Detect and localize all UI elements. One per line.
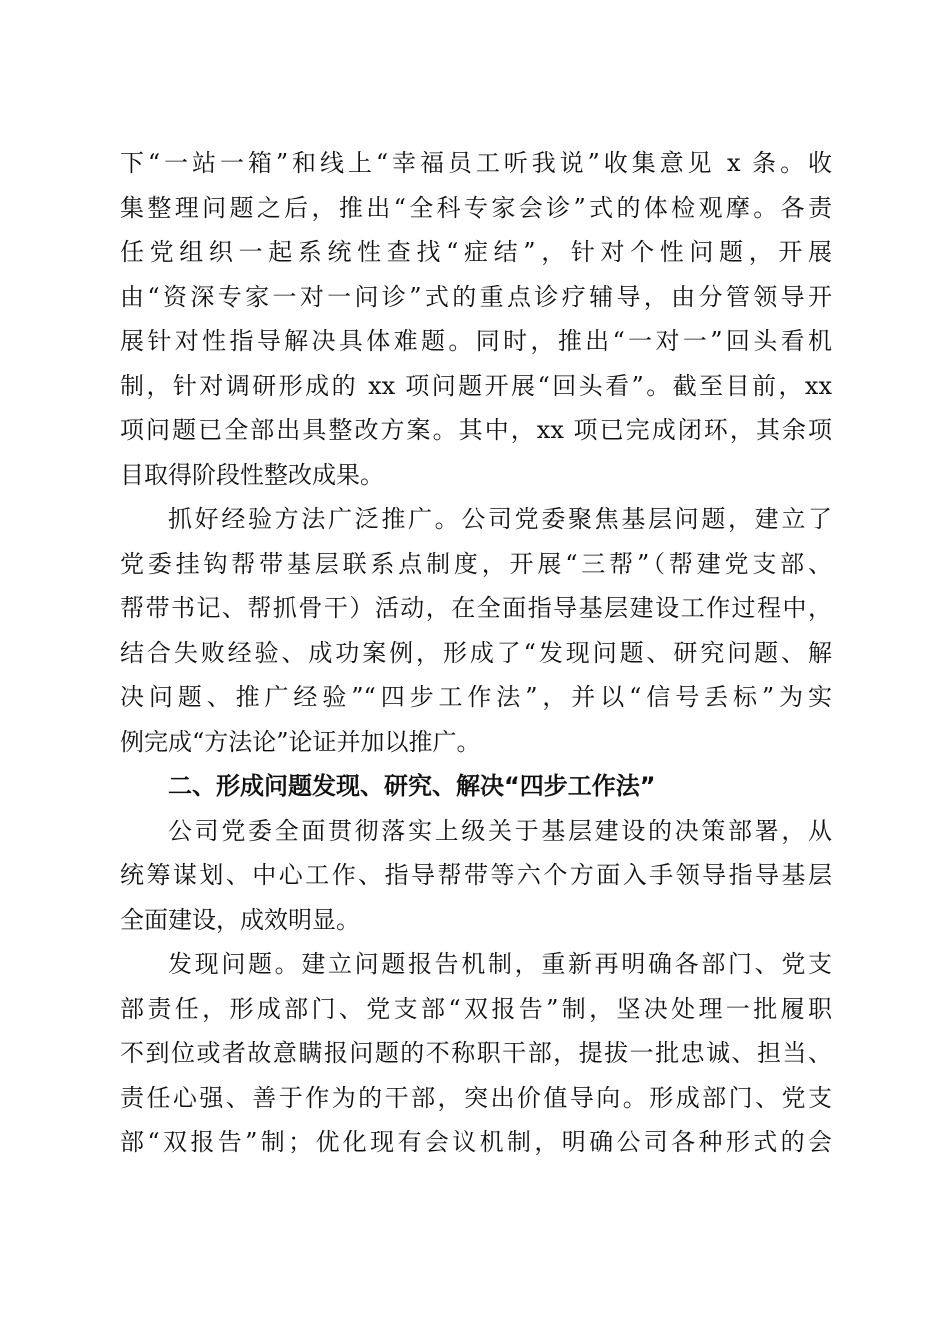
- paragraph-line: 统筹谋划、中心工作、指导帮带等六个方面入手领导指导基层: [120, 861, 832, 889]
- paragraph-line: 帮带书记、帮抓骨干）活动，在全面指导基层建设工作过程中，: [120, 594, 832, 622]
- paragraph-line: 例完成“方法论”论证并加以推广。: [120, 727, 481, 756]
- paragraph-line: 不到位或者故意瞒报问题的不称职干部，提拔一批忠诚、担当、: [120, 1039, 832, 1067]
- paragraph-line: 展针对性指导解决具体难题。同时，推出“一对一”回头看机: [120, 327, 832, 355]
- paragraph-line: 任党组织一起系统性查找“症结”，针对个性问题，开展: [120, 238, 832, 266]
- paragraph-line: 部“双报告”制；优化现有会议机制，明确公司各种形式的会: [120, 1128, 832, 1156]
- paragraph-line: 部责任，形成部门、党支部“双报告”制，坚决处理一批履职: [120, 994, 832, 1023]
- paragraph-line: 项问题已全部出具整改方案。其中，xx 项已完成闭环，其余项: [120, 416, 832, 444]
- paragraph-line: 责任心强、善于作为的干部，突出价值导向。形成部门、党支: [120, 1083, 832, 1112]
- paragraph-line: 结合失败经验、成功案例，形成了“发现问题、研究问题、解: [120, 638, 832, 667]
- paragraph-line: 集整理问题之后，推出“全科专家会诊”式的体检观摩。各责: [120, 193, 832, 222]
- paragraph-line: 党委挂钩帮带基层联系点制度，开展“三帮”（帮建党支部、: [120, 549, 832, 578]
- paragraph-line: 决问题、推广经验”“四步工作法”，并以“信号丢标”为实: [120, 683, 832, 711]
- document-body: [120, 141, 832, 1165]
- paragraph-line: 下“一站一箱”和线上“幸福员工听我说”收集意见 x 条。收: [120, 149, 832, 177]
- section-heading: 二、形成问题发现、研究、解决“四步工作法”: [168, 772, 656, 800]
- paragraph-line: 制，针对调研形成的 xx 项问题开展“回头看”。截至目前，xx: [120, 371, 832, 400]
- paragraph-line: 由“资深专家一对一问诊”式的重点诊疗辅导，由分管领导开: [120, 282, 832, 311]
- paragraph-line: 全面建设，成效明显。: [120, 905, 360, 934]
- paragraph-line: 抓好经验方法广泛推广。公司党委聚焦基层问题，建立了: [168, 505, 832, 533]
- paragraph-line: 发现问题。建立问题报告机制，重新再明确各部门、党支: [168, 950, 832, 978]
- paragraph-line: 公司党委全面贯彻落实上级关于基层建设的决策部署，从: [168, 816, 832, 845]
- paragraph-line: 目取得阶段性整改成果。: [120, 460, 384, 489]
